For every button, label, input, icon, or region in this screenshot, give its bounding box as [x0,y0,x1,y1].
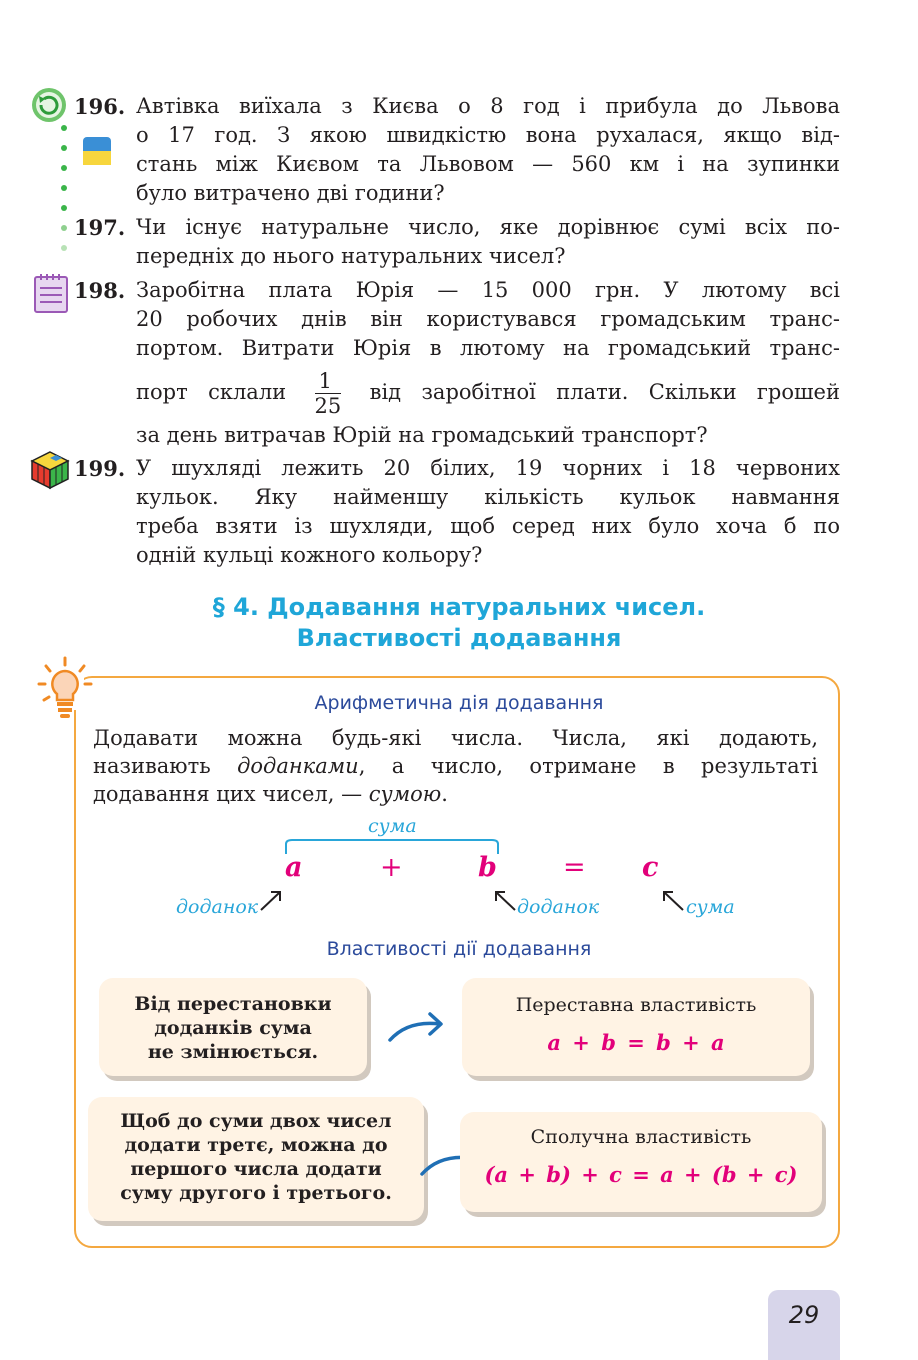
arrow-icon [258,888,284,914]
problem-line: У шухляді лежить 20 білих, 19 чорних і 18 червоних [136,456,840,480]
problem-line: передніх до нього натуральних чисел? [136,244,566,268]
repeat-icon [30,86,68,124]
term-addends: доданками [237,754,359,778]
label-sum: сума [686,896,735,918]
commutative-property-card [462,978,810,1076]
arrow-icon [660,888,686,914]
problem-198 [74,276,840,450]
problem-line: за день витрачав Юрій на громадський транспорт? [136,423,708,447]
formula-b: b [478,852,497,883]
problem-number: 198. [74,278,126,303]
definition-line: Додавати можна будь-які числа. Числа, які додають, [93,726,818,750]
definition-line [93,752,818,780]
card-line: Щоб до суми двох чисел [120,1110,392,1132]
commutative-rule-card [99,978,367,1076]
problem-line: Автівка виїхала з Києва о 8 год і прибула до Львова [136,94,840,118]
problem-number: 199. [74,456,126,481]
problem-line: треба взяти із шухляди, щоб серед них було хоча б по [136,514,840,538]
property-formula: a + b = b + a [547,1030,725,1055]
associative-property-card [460,1112,822,1212]
page-number: 29 [768,1290,840,1360]
problem-196 [74,92,840,208]
problem-line: одній кульці кожного кольору? [136,543,483,567]
label-addend-2: доданок [517,896,600,918]
section-title-line: Властивості додавання [296,624,622,652]
problem-line: Чи існує натуральне число, яке дорівнює сумі всіх по- [136,215,840,239]
formula-equals: = [563,852,586,883]
associative-rule-card [88,1097,424,1221]
property-formula: (a + b) + c = a + (b + c) [484,1162,798,1187]
definition-text-part: . [441,782,448,806]
label-addend-1: доданок [176,896,259,918]
property-title: Переставна властивість [515,994,757,1016]
card-line: Від перестановки [134,993,332,1015]
problem-text: порт склали [136,380,287,404]
definition-text [93,724,818,808]
card-line: додати третє, можна до [124,1134,388,1156]
formula-plus: + [380,852,403,883]
fraction-line [136,363,840,421]
formula-c: c [642,852,659,883]
formula-a: a [285,852,303,883]
arrow-icon [386,1010,446,1046]
property-title: Сполучна властивість [530,1126,752,1148]
problem-line: кульок. Яку найменшу кількість кульок навмання [136,485,840,509]
section-title-line: § 4. Додавання натуральних чисел. [212,593,706,621]
brace-label-sum: сума [368,815,417,837]
fraction-numerator: 1 [315,369,342,394]
problem-line: Заробітна плата Юрія — 15 000 грн. У лютому всі [136,278,840,302]
problem-line: портом. Витрати Юрія в лютому на громадський транс- [136,336,840,360]
problem-197 [74,213,840,271]
term-sum: сумою [368,782,442,806]
problem-line: 20 робочих днів він користувався громадським транс- [136,307,840,331]
card-line: не змінюється. [147,1041,319,1063]
card-line: суму другого і третього. [120,1182,392,1204]
rubiks-cube-icon [30,450,70,490]
problem-number: 196. [74,94,126,119]
fraction [315,369,342,418]
problem-line: було витрачено дві години? [136,181,445,205]
problem-line: стань між Києвом та Львовом — 560 км і на зупинки [136,152,840,176]
definition-text-part: додавання цих чисел, — [93,782,369,806]
definition-text-part: , а число, отримане в результаті [358,754,818,778]
definition-text-part: називають [93,754,238,778]
section-title [0,592,918,654]
properties-heading: Властивості дії додавання [326,938,592,960]
problem-line: о 17 год. З якою швидкістю вона рухалася, якщо від- [136,123,840,147]
card-line: доданків сума [154,1017,312,1039]
problem-text: від заробітної плати. Скільки грошей [369,380,840,404]
box-heading: Арифметична дія додавання [314,692,604,714]
dot-chain-decoration [59,125,69,265]
definition-line [93,780,818,808]
arrow-icon [492,888,518,914]
notebook-icon [32,272,70,314]
problem-199 [74,454,840,570]
card-line: першого числа додати [130,1158,382,1180]
problem-number: 197. [74,215,126,240]
fraction-denominator: 25 [314,394,342,418]
